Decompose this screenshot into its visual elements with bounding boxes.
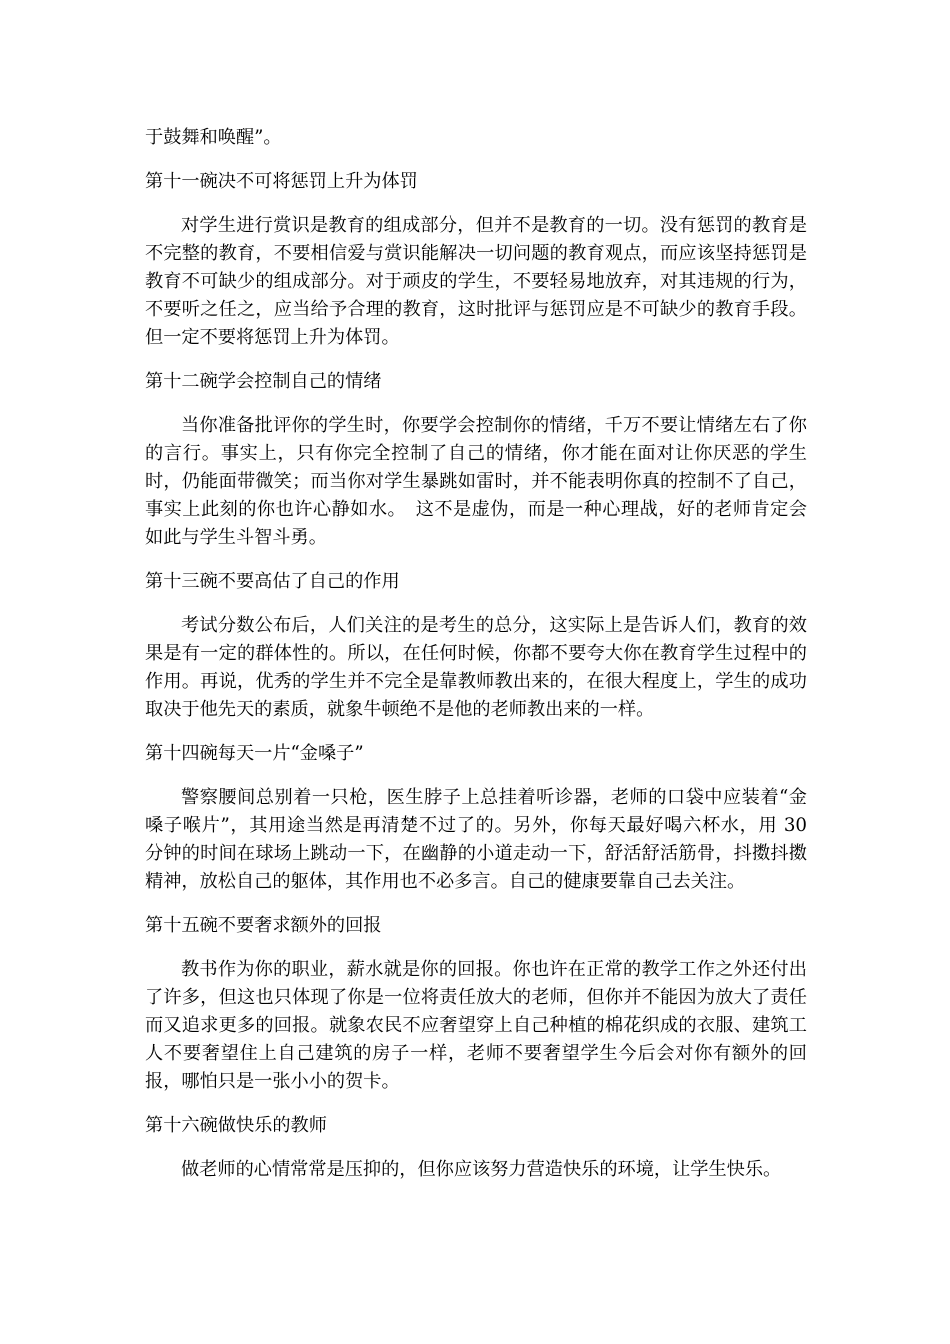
section-heading-15: 第十五碗不要奢求额外的回报 [145,915,382,936]
section-body-16: 做老师的心情常常是压抑的，但你应该努力营造快乐的环境，让学生快乐。 [181,1159,782,1180]
opening-fragment: 于鼓舞和唤醒”。 [145,127,282,148]
section-body-13: 考试分数公布后，人们关注的是考生的总分，这实际上是告诉人们，教育的效果是有一定的群体性的。所以，在任何时候，你都不要夸大你在教育学生过程中的作用。再说，优秀的学生并不完全是靠教师教出来的，在很大程度上，学生的成功取决于他先天的素质，就象牛顿绝不是他的老师教出来的一样。 [145,615,807,720]
section-heading-14: 第十四碗每天一片“金嗓子” [145,743,364,764]
section-body-15: 教书作为你的职业，薪水就是你的回报。你也许在正常的教学工作之外还付出了许多，但这也只体现了你是一位将责任放大的老师，但你并不能因为放大了责任而又追求更多的回报。就象农民不应奢望穿上自己种植的棉花织成的衣服、建筑工人不要奢望住上自己建筑的房子一样，老师不要奢望学生今后会对你有额外的回报，哪怕只是一张小小的贺卡。 [145,959,807,1092]
section-heading-12: 第十二碗学会控制自己的情绪 [145,371,382,392]
section-body-12: 当你准备批评你的学生时，你要学会控制你的情绪，千万不要让情绪左右了你的言行。事实上，只有你完全控制了自己的情绪，你才能在面对让你厌恶的学生时，仍能面带微笑；而当你对学生暴跳如雷时，并不能表明你真的控制不了自己，事实上此刻的你也许心静如水。 这不是虚伪，而是一种心理战，好的老师肯定会如此与学生斗智斗勇。 [145,415,807,548]
section-heading-11: 第十一碗决不可将惩罚上升为体罚 [145,171,418,192]
section-body-14: 警察腰间总别着一只枪，医生脖子上总挂着听诊器，老师的口袋中应装着“金嗓子喉片”，其用途当然是再清楚不过了的。另外，你每天最好喝六杯水，用 30 分钟的时间在球场上跳动一下，在幽静的小道走动一下，舒活舒活筋骨，抖擞抖擞精神，放松自己的躯体，其作用也不必多言。自己的健康要靠自己去关注。 [145,787,807,892]
section-body-11: 对学生进行赏识是教育的组成部分，但并不是教育的一切。没有惩罚的教育是不完整的教育，不要相信爱与赏识能解决一切问题的教育观点，而应该坚持惩罚是教育不可缺少的组成部分。对于顽皮的学生，不要轻易地放弃，对其违规的行为，不要听之任之，应当给予合理的教育，这时批评与惩罚应是不可缺少的教育手段。但一定不要将惩罚上升为体罚。 [145,215,807,348]
section-heading-13: 第十三碗不要高估了自己的作用 [145,571,400,592]
document-page [145,124,807,1184]
section-heading-16: 第十六碗做快乐的教师 [145,1115,327,1136]
